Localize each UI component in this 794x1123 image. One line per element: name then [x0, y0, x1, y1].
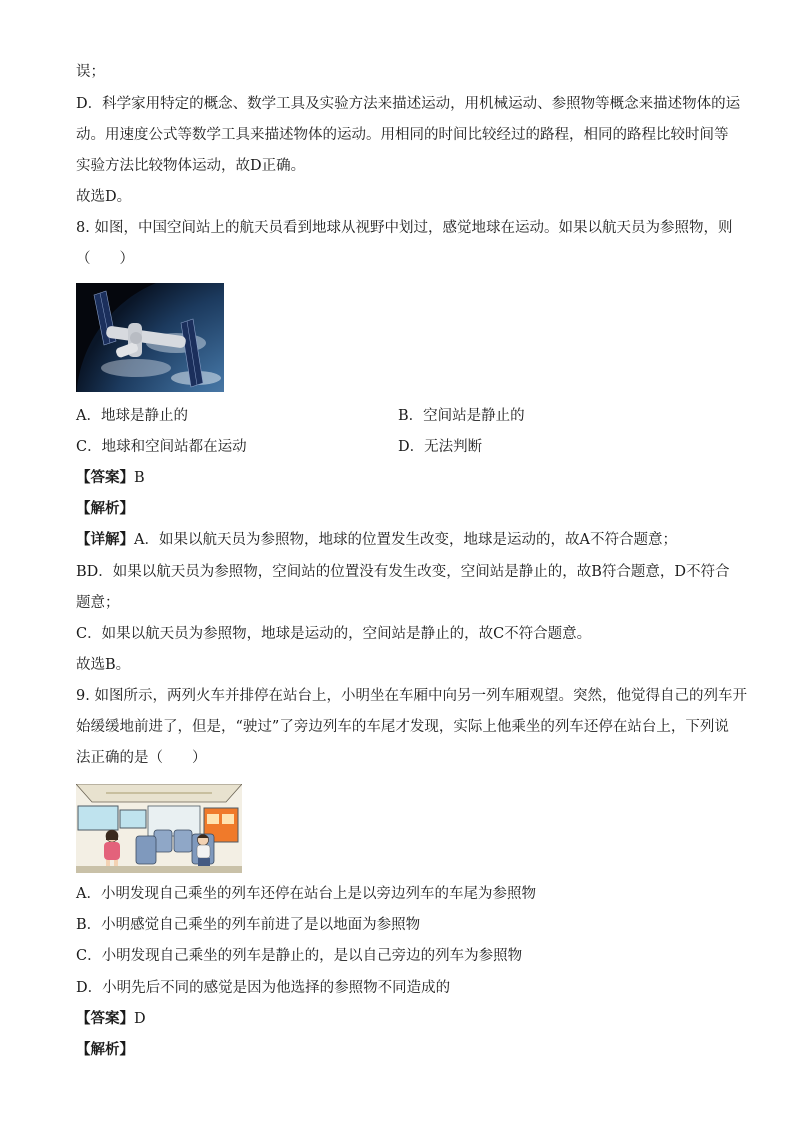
answer-tag: 【答案】 [76, 469, 134, 486]
q8-option-a: A．地球是静止的 [76, 408, 188, 424]
detail-text: A．如果以航天员为参照物，地球的位置发生改变，地球是运动的，故A不符合题意； [134, 532, 677, 548]
question-8-bracket: （ ） [76, 251, 134, 267]
text-line: 实验方法比较物体运动，故D正确。 [76, 158, 306, 174]
question-9-stem: 9. 如图所示，两列火车并排停在站台上，小明坐在车厢中向另一列车厢观望。突然，他觉得自己的列车开 [76, 688, 747, 704]
q8-option-d: D．无法判断 [398, 439, 483, 455]
space-station-illustration [76, 283, 224, 392]
detail-tag: 【详解】 [76, 531, 134, 548]
q9-option-a: A．小明发现自己乘坐的列车还停在站台上是以旁边列车的车尾为参照物 [76, 886, 536, 902]
text-line: 始缓缓地前进了，但是，“驶过”了旁边列车的车尾才发现，实际上他乘坐的列车还停在站台上，下列说 [76, 719, 729, 735]
text-line: 动。用速度公式等数学工具来描述物体的运动。用相同的时间比较经过的路程，相同的路程比较时间等 [76, 127, 729, 143]
train-illustration [76, 784, 242, 873]
q8-option-b: B．空间站是静止的 [398, 408, 525, 424]
question-8-stem: 8. 如图，中国空间站上的航天员看到地球从视野中划过，感觉地球在运动。如果以航天员为参照物，则 [76, 220, 733, 236]
text-line: 题意； [76, 595, 120, 611]
q9-option-b: B．小明感觉自己乘坐的列车前进了是以地面为参照物 [76, 917, 421, 933]
q8-analysis-tag: 【解析】 [76, 500, 134, 517]
text-line: D．科学家用特定的概念、数学工具及实验方法来描述运动，用机械运动、参照物等概念来描述物体的运 [76, 96, 741, 112]
text-line: 故选D。 [76, 189, 132, 205]
q9-analysis-tag: 【解析】 [76, 1041, 134, 1058]
text-line: C．如果以航天员为参照物，地球是运动的，空间站是静止的，故C不符合题意。 [76, 626, 592, 642]
answer-value: D [134, 1011, 146, 1027]
q9-answer-line [76, 1009, 146, 1029]
text-line: 法正确的是（ ） [76, 750, 207, 766]
q8-option-c: C．地球和空间站都在运动 [76, 439, 247, 455]
text-line: 误； [76, 64, 105, 80]
q9-option-c: C．小明发现自己乘坐的列车是静止的，是以自己旁边的列车为参照物 [76, 948, 523, 964]
answer-value: B [134, 470, 145, 486]
train-carriage-image [76, 784, 242, 873]
q8-detail-line [76, 530, 677, 550]
text-line: 故选B。 [76, 657, 131, 673]
q9-option-d: D．小明先后不同的感觉是因为他选择的参照物不同造成的 [76, 980, 451, 996]
space-station-image [76, 283, 224, 392]
text-line: BD．如果以航天员为参照物，空间站的位置没有发生改变，空间站是静止的，故B符合题意，D不符合 [76, 564, 730, 580]
q8-answer-line [76, 468, 145, 488]
answer-tag: 【答案】 [76, 1010, 134, 1027]
